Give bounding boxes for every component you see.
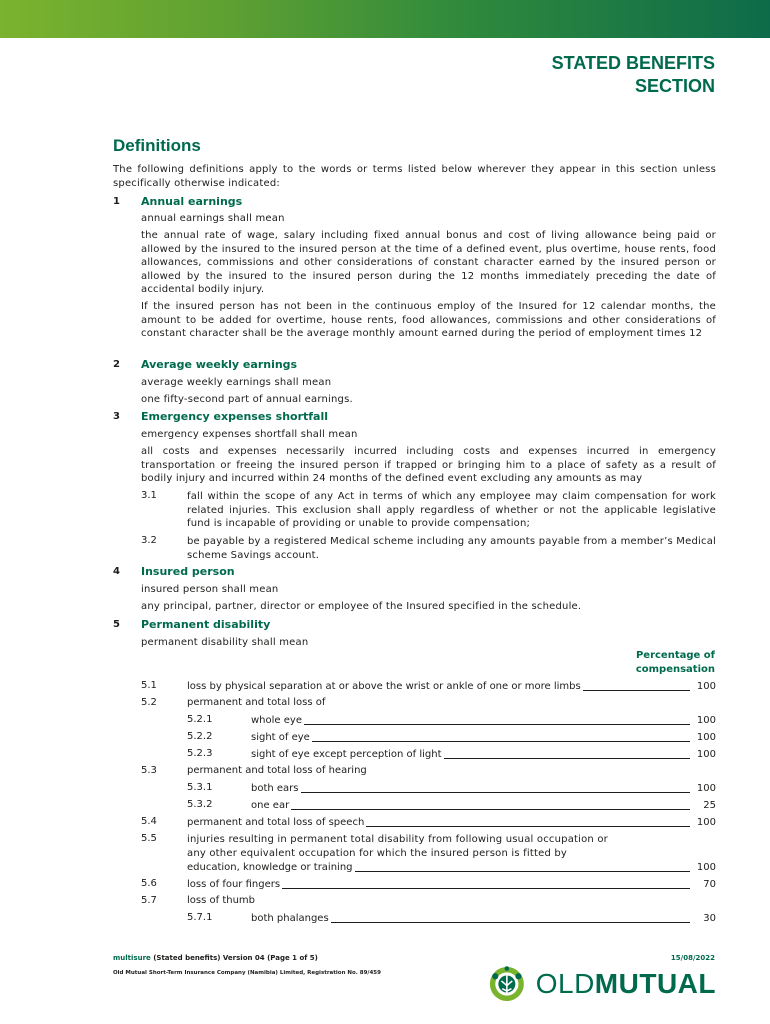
row-number: 5.3 xyxy=(141,765,157,776)
def-term: Annual earnings xyxy=(141,195,243,208)
footer-brand: multisure xyxy=(113,954,151,962)
section-title-line2: SECTION xyxy=(634,76,715,96)
table-row xyxy=(251,912,716,925)
row-label: loss by physical separation at or above the wrist or ankle of one or more limbs xyxy=(187,681,581,692)
def-lead: annual earnings shall mean xyxy=(141,213,285,224)
leader-line xyxy=(583,690,690,691)
row-label: loss of four fingers xyxy=(187,879,281,890)
logo-wordmark xyxy=(536,968,716,1000)
row-value: 100 xyxy=(696,862,716,873)
leader-line xyxy=(312,741,690,742)
leader-line xyxy=(304,724,690,725)
def-paragraph: one fifty-second part of annual earnings. xyxy=(141,394,353,405)
percentage-heading-line1: Percentage of xyxy=(635,650,715,661)
def-term: Emergency expenses shortfall xyxy=(141,410,329,423)
sub-text: fall within the scope of any Act in terms of which any employee may claim compensation for work related injuries. This exclusion shall apply regardless of whether or not the applicable legislative fund is incapable of providing or unable to provide compensation; xyxy=(187,491,716,530)
table-row xyxy=(187,816,716,829)
row-number: 5.2.3 xyxy=(187,748,213,759)
row-label: permanent and total loss of speech xyxy=(187,817,365,828)
def-paragraph: all costs and expenses necessarily incurred including costs and expenses incurred in emergency transportation or freeing the insured person if trapped or bringing him to a place of safety as a result of bodily injury and incurred within 24 months of the defined event excluding any amounts as may xyxy=(141,446,716,485)
leader-line xyxy=(366,826,690,827)
section-title-line1: STATED BENEFITS xyxy=(551,53,715,73)
def-term: Permanent disability xyxy=(141,618,271,631)
tree-emblem-icon xyxy=(486,960,528,1008)
row-value: 70 xyxy=(703,879,716,890)
sub-text: be payable by a registered Medical scheme including any amounts payable from a member’s Medical scheme Savings account. xyxy=(187,536,716,561)
def-lead: emergency expenses shortfall shall mean xyxy=(141,429,358,440)
table-row xyxy=(251,714,716,727)
table-row xyxy=(187,680,716,693)
def-lead: permanent disability shall mean xyxy=(141,637,309,648)
row-label-line: any other equivalent occupation for which the insured person is fitted by xyxy=(187,848,568,859)
def-paragraph: If the insured person has not been in the continuous employ of the Insured for 12 calendar months, the amount to be added for overtime, house rents, food allowances, commissions and other considerations of constant character shall be the average monthly amount earned during the period of employment times 12 xyxy=(141,301,716,340)
percentage-heading-line2: compensation xyxy=(635,664,715,675)
row-value: 30 xyxy=(703,913,716,924)
definitions-intro: The following definitions apply to the words or terms listed below wherever they appear in this section unless specifically otherwise indicated: xyxy=(113,164,716,189)
percentage-heading xyxy=(636,649,715,677)
leader-line xyxy=(355,871,690,872)
leader-line xyxy=(282,888,690,889)
def-lead: average weekly earnings shall mean xyxy=(141,377,332,388)
def-number: 3 xyxy=(113,411,120,422)
def-number: 5 xyxy=(113,619,120,630)
row-label: permanent and total loss of xyxy=(187,697,326,708)
row-number: 5.2.1 xyxy=(187,714,213,725)
sub-number: 3.2 xyxy=(141,535,157,546)
row-value: 100 xyxy=(696,715,716,726)
def-term: Insured person xyxy=(141,565,235,578)
row-label: loss of thumb xyxy=(187,895,255,906)
footer-document-info xyxy=(113,954,318,962)
definitions-heading: Definitions xyxy=(113,136,201,155)
row-number: 5.2.2 xyxy=(187,731,213,742)
leader-line xyxy=(331,922,690,923)
row-number: 5.5 xyxy=(141,833,157,844)
table-row xyxy=(251,748,716,761)
row-number: 5.3.1 xyxy=(187,782,213,793)
leader-line xyxy=(444,758,690,759)
table-row xyxy=(187,861,716,874)
def-paragraph: the annual rate of wage, salary including fixed annual bonus and cost of living allowance being paid or allowed by the insured to the insured person at the time of a defined event, plus overtime, house rents, food allowances, commissions and other considerations of constant character earned by the insured person or allowed by the insured to the insured person during the 12 months immediately preceding the date of accidental bodily injury. xyxy=(141,230,716,296)
row-value: 100 xyxy=(696,681,716,692)
row-number: 5.7.1 xyxy=(187,912,213,923)
row-label: both phalanges xyxy=(251,913,329,924)
row-value: 100 xyxy=(696,817,716,828)
row-value: 25 xyxy=(703,800,716,811)
logo-mutual: MUTUAL xyxy=(594,968,716,999)
row-label: both ears xyxy=(251,783,299,794)
row-label-line: injuries resulting in permanent total disability from following usual occupation or xyxy=(187,834,608,845)
row-label: sight of eye xyxy=(251,732,310,743)
def-number: 4 xyxy=(113,566,120,577)
row-label: one ear xyxy=(251,800,290,811)
row-label: sight of eye except perception of light xyxy=(251,749,442,760)
section-title xyxy=(552,52,715,98)
row-label: education, knowledge or training xyxy=(187,862,353,873)
leader-line xyxy=(301,792,690,793)
row-number: 5.2 xyxy=(141,697,157,708)
row-number: 5.3.2 xyxy=(187,799,213,810)
row-number: 5.1 xyxy=(141,680,157,691)
row-number: 5.6 xyxy=(141,878,157,889)
def-number: 2 xyxy=(113,359,120,370)
footer-doc-version: (Stated benefits) Version 04 (Page 1 of 5) xyxy=(150,954,318,962)
def-lead: insured person shall mean xyxy=(141,584,279,595)
table-row xyxy=(251,799,716,812)
def-term: Average weekly earnings xyxy=(141,358,298,371)
old-mutual-logo xyxy=(486,960,716,1008)
leader-line xyxy=(291,809,690,810)
def-number: 1 xyxy=(113,196,120,207)
row-label: permanent and total loss of hearing xyxy=(187,765,367,776)
footer-date: 15/08/2022 xyxy=(670,954,715,962)
row-value: 100 xyxy=(696,783,716,794)
row-number: 5.7 xyxy=(141,895,157,906)
row-number: 5.4 xyxy=(141,816,157,827)
row-label: whole eye xyxy=(251,715,302,726)
table-row xyxy=(251,731,716,744)
row-value: 100 xyxy=(696,749,716,760)
footer-company: Old Mutual Short-Term Insurance Company (Namibia) Limited, Registration No. 89/459 xyxy=(113,970,381,976)
top-color-bar xyxy=(0,0,770,38)
table-row xyxy=(251,782,716,795)
row-value: 100 xyxy=(696,732,716,743)
logo-old: OLD xyxy=(535,968,595,999)
table-row xyxy=(187,878,716,891)
def-paragraph: any principal, partner, director or employee of the Insured specified in the schedule. xyxy=(141,601,582,612)
sub-number: 3.1 xyxy=(141,490,157,501)
